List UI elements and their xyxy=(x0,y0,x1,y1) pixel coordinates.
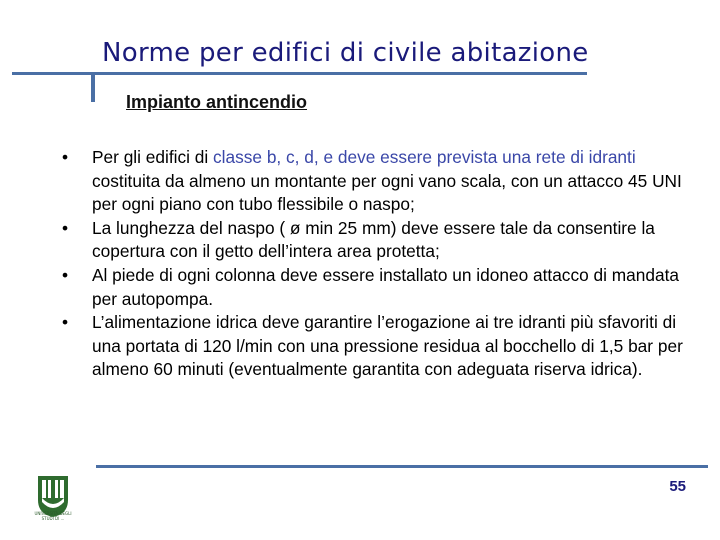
bullet-item xyxy=(62,311,702,382)
bullet-marker: • xyxy=(62,217,69,238)
bullet-text: Al piede di ogni colonna deve essere installato un idoneo attacco di mandata per autopompa. xyxy=(92,264,680,309)
title-rule xyxy=(12,72,587,75)
bullet-text: La lunghezza del naspo ( ø min 25 mm) deve essere tale da consentire la copertura con il getto dell’intera area protetta; xyxy=(92,217,655,262)
bullet-text: costituita da almeno un montante per ogni vano scala, con un attacco 45 UNI per ogni piano con tubo flessibile o naspo; xyxy=(92,170,682,215)
bullet-list xyxy=(62,146,702,382)
bullet-text: L’alimentazione idrica deve garantire l’erogazione ai tre idranti più sfavoriti di una portata di 120 l/min con una pressione residua al bocchello di 1,5 bar per almeno 60 minuti (eventualmente garantita con adeguata riserva idrica). xyxy=(92,312,683,380)
slide-subtitle: Impianto antincendio xyxy=(126,92,308,112)
bullet-marker: • xyxy=(62,264,69,285)
highlighted-text: classe b, c, d, e deve essere prevista una rete di idranti xyxy=(213,147,636,167)
bullet-item xyxy=(62,217,702,264)
bullet-marker: • xyxy=(62,312,69,333)
title-rule-vertical xyxy=(91,74,95,102)
page-number: 55 xyxy=(669,478,686,495)
bullet-item xyxy=(62,146,702,217)
slide-title: Norme per edifici di civile abitazione xyxy=(102,38,589,68)
logo-caption: UNIVERSITÀ DEGLI STUDI DI ... xyxy=(34,511,72,521)
footer-rule xyxy=(96,465,708,468)
bullet-text: Per gli edifici di xyxy=(92,147,214,167)
bullet-item xyxy=(62,264,702,311)
bullet-marker: • xyxy=(62,147,69,167)
